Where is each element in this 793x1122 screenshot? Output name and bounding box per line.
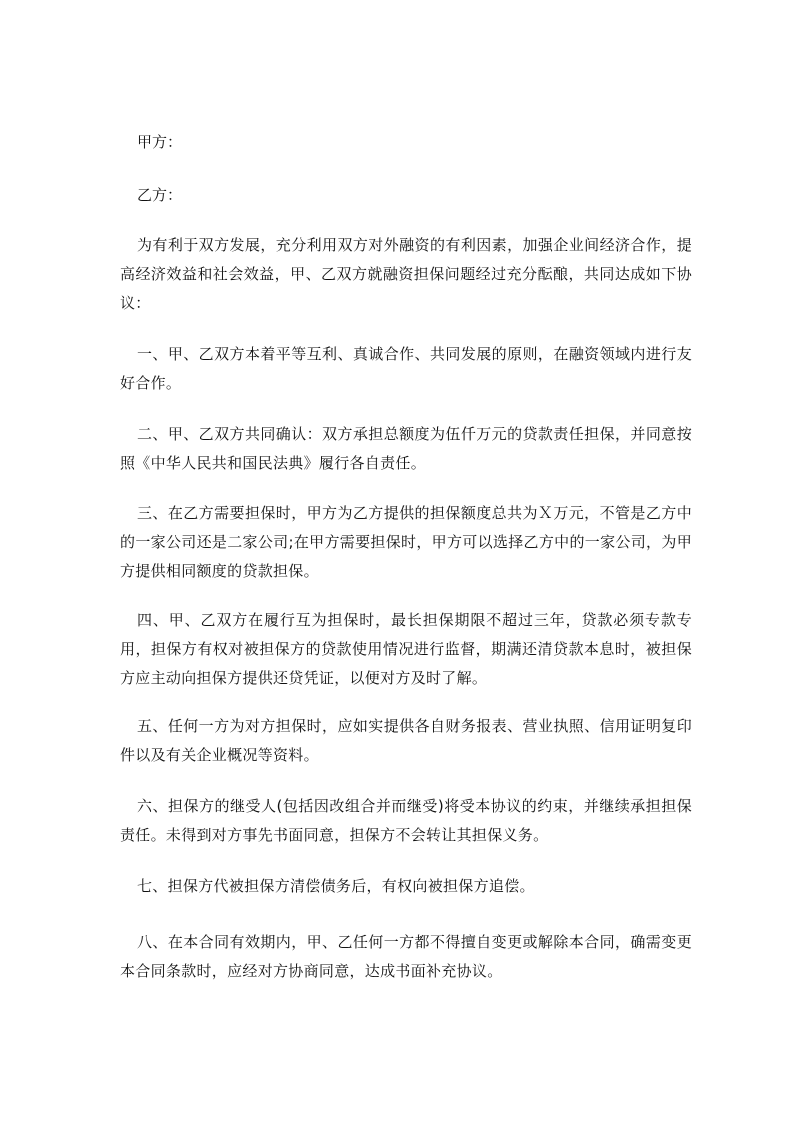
clause-8: 八、在本合同有效期内，甲、乙任何一方都不得擅自变更或解除本合同，确需变更本合同条款时，应经对方协商同意，达成书面补充协议。 <box>120 933 692 980</box>
clause-5: 五、任何一方为对方担保时，应如实提供各自财务报表、营业执照、信用证明复印件以及有关企业概况等资料。 <box>120 717 692 764</box>
preamble-paragraph: 为有利于双方发展，充分利用双方对外融资的有利因素，加强企业间经济合作，提高经济效益和社会效益，甲、乙双方就融资担保问题经过充分酝酿，共同达成如下协议： <box>120 236 692 312</box>
party-a-label: 甲方： <box>137 133 183 151</box>
clause-1: 一、甲、乙双方本着平等互利、真诚合作、共同发展的原则，在融资领域内进行友好合作。 <box>120 345 692 392</box>
party-b-label: 乙方： <box>137 186 183 204</box>
clause-6: 六、担保方的继受人(包括因改组合并而继受)将受本协议的约束，并继续承担担保责任。未得到对方事先书面同意，担保方不会转让其担保义务。 <box>120 797 692 844</box>
clause-4: 四、甲、乙双方在履行互为担保时，最长担保期限不超过三年，贷款必须专款专用，担保方有权对被担保方的贷款使用情况进行监督，期满还清贷款本息时，被担保方应主动向担保方提供还贷凭证，以便对方及时了解。 <box>120 611 692 687</box>
clause-3: 三、在乙方需要担保时，甲方为乙方提供的担保额度总共为Ｘ万元，不管是乙方中的一家公司还是二家公司;在甲方需要担保时，甲方可以选择乙方中的一家公司，为甲方提供相同额度的贷款担保。 <box>120 504 692 580</box>
clause-2: 二、甲、乙双方共同确认：双方承担总额度为伍仟万元的贷款责任担保，并同意按照《中华人民共和国民法典》履行各自责任。 <box>120 425 692 472</box>
clause-7: 七、担保方代被担保方清偿债务后，有权向被担保方追偿。 <box>137 877 535 895</box>
